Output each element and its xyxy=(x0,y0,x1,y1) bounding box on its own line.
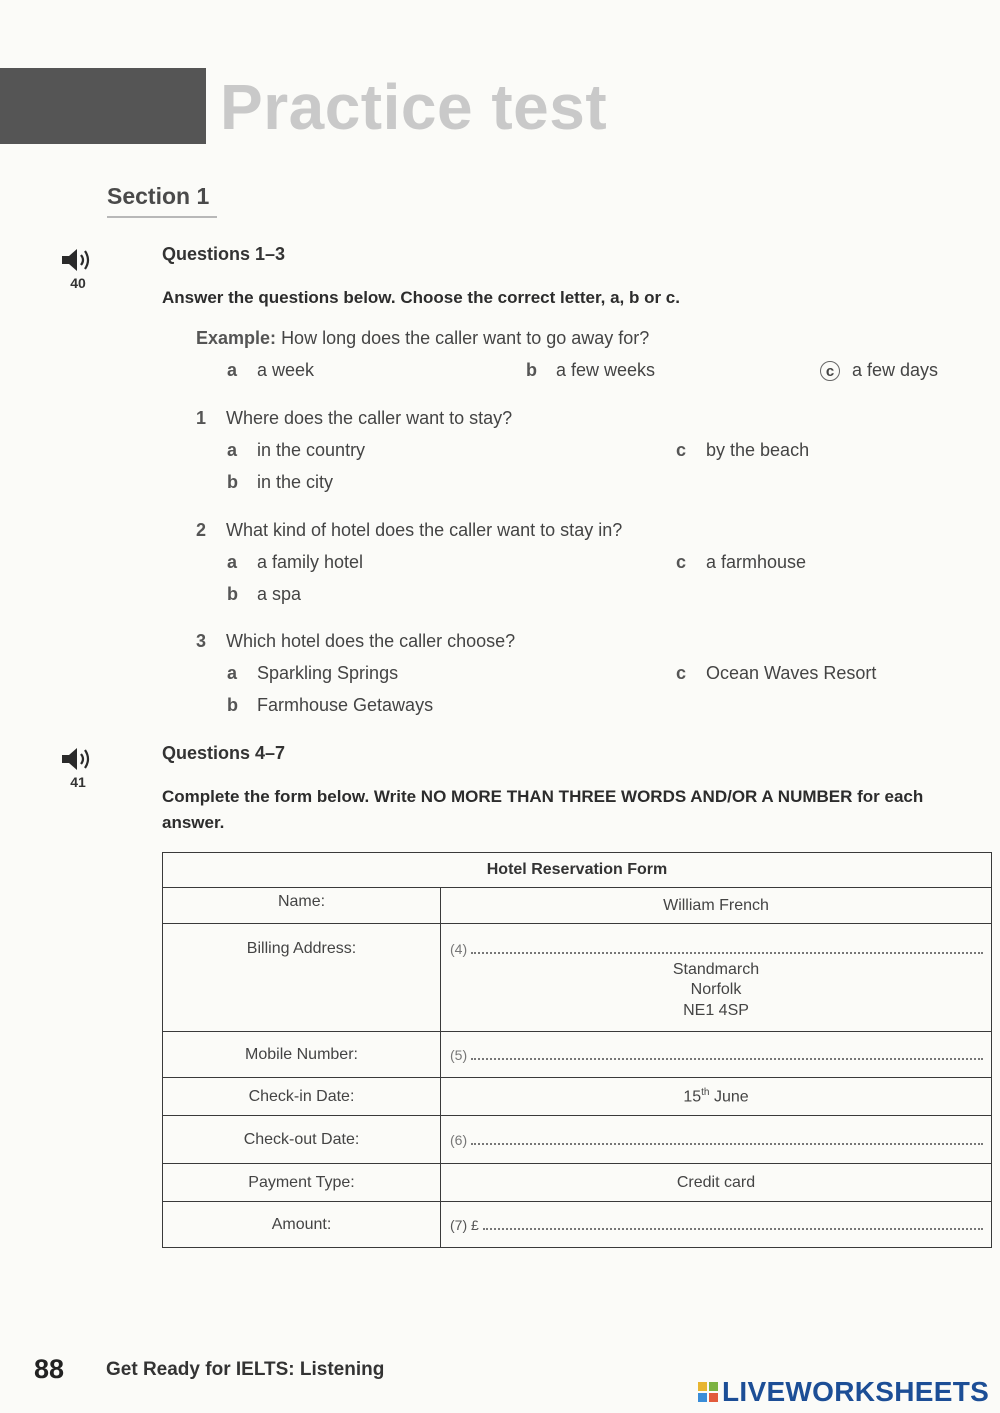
question-1-option-c[interactable]: c by the beach xyxy=(676,440,810,460)
billing-address-line: Norfolk xyxy=(690,981,742,998)
title-bar xyxy=(0,68,206,144)
book-title: Get Ready for IELTS: Listening xyxy=(106,1359,385,1380)
billing-address-cell xyxy=(441,924,992,1032)
section-heading: Section 1 xyxy=(107,183,210,209)
questions-4-7-instruction: Complete the form below. Write NO MORE THAN THREE WORDS AND/OR A NUMBER for each answer. xyxy=(162,787,924,832)
questions-1-3-instruction: Answer the questions below. Choose the correct letter, a, b or c. xyxy=(162,288,680,307)
amount-cell xyxy=(441,1202,992,1248)
answer-blank-7[interactable]: (7) £ xyxy=(441,1217,991,1233)
hotel-reservation-form xyxy=(162,852,992,1248)
audio-track-number: 40 xyxy=(70,275,86,291)
answer-blank-4[interactable]: (4) xyxy=(441,939,991,960)
question-1: 1 Where does the caller want to stay? xyxy=(196,408,513,428)
question-2: 2 What kind of hotel does the caller want to stay in? xyxy=(196,520,623,540)
example-option-b: b a few weeks xyxy=(526,360,656,380)
billing-address-line: Standmarch xyxy=(672,960,760,978)
speaker-icon xyxy=(59,745,97,773)
liveworksheets-watermark[interactable]: LIVEWORKSHEETS xyxy=(698,1376,989,1408)
audio-track-number: 41 xyxy=(70,774,86,790)
question-1-option-b[interactable]: b in the city xyxy=(227,472,334,492)
question-3: 3 Which hotel does the caller choose? xyxy=(196,631,516,651)
liveworksheets-logo-icon xyxy=(698,1382,718,1402)
audio-track-40[interactable] xyxy=(58,246,98,291)
answer-blank-6[interactable]: (6) xyxy=(441,1132,991,1148)
question-3-option-a[interactable]: a Sparkling Springs xyxy=(227,663,399,683)
question-2-option-c[interactable]: c a farmhouse xyxy=(676,552,807,572)
circled-answer: c xyxy=(820,361,840,381)
example-label: Example: xyxy=(196,328,277,348)
check-out-label: Check-out Date: xyxy=(163,1116,441,1164)
check-in-label: Check-in Date: xyxy=(163,1078,441,1116)
mobile-number-cell xyxy=(441,1032,992,1078)
name-value: William French xyxy=(441,888,992,924)
question-1-option-a[interactable]: a in the country xyxy=(227,440,366,460)
questions-1-3-heading: Questions 1–3 xyxy=(162,244,286,264)
name-label: Name: xyxy=(163,888,441,924)
payment-type-value: Credit card xyxy=(441,1164,992,1202)
amount-label: Amount: xyxy=(163,1202,441,1248)
example-option-a: a a week xyxy=(227,360,315,380)
question-3-option-b[interactable]: b Farmhouse Getaways xyxy=(227,695,434,715)
page-number: 88 xyxy=(34,1354,65,1384)
page-title: Practice test xyxy=(220,71,608,143)
answer-blank-5[interactable]: (5) xyxy=(441,1047,991,1063)
audio-track-41[interactable] xyxy=(58,745,98,790)
billing-address-label: Billing Address: xyxy=(163,924,441,1032)
question-3-option-c[interactable]: c Ocean Waves Resort xyxy=(676,663,877,683)
payment-type-label: Payment Type: xyxy=(163,1164,441,1202)
check-in-value: 15th June xyxy=(441,1078,992,1116)
questions-4-7-heading: Questions 4–7 xyxy=(162,743,286,763)
mobile-number-label: Mobile Number: xyxy=(163,1032,441,1078)
example-option-c-selected: c a few days xyxy=(820,360,938,381)
example-question xyxy=(196,328,649,349)
question-2-option-b[interactable]: b a spa xyxy=(227,584,302,604)
form-title: Hotel Reservation Form xyxy=(163,853,992,888)
section-underline xyxy=(107,216,217,218)
billing-address-line: NE1 4SP xyxy=(683,1001,749,1019)
speaker-icon xyxy=(59,246,97,274)
example-question-text: How long does the caller want to go away for? xyxy=(281,328,650,348)
question-2-option-a[interactable]: a a family hotel xyxy=(227,552,364,572)
check-out-cell xyxy=(441,1116,992,1164)
